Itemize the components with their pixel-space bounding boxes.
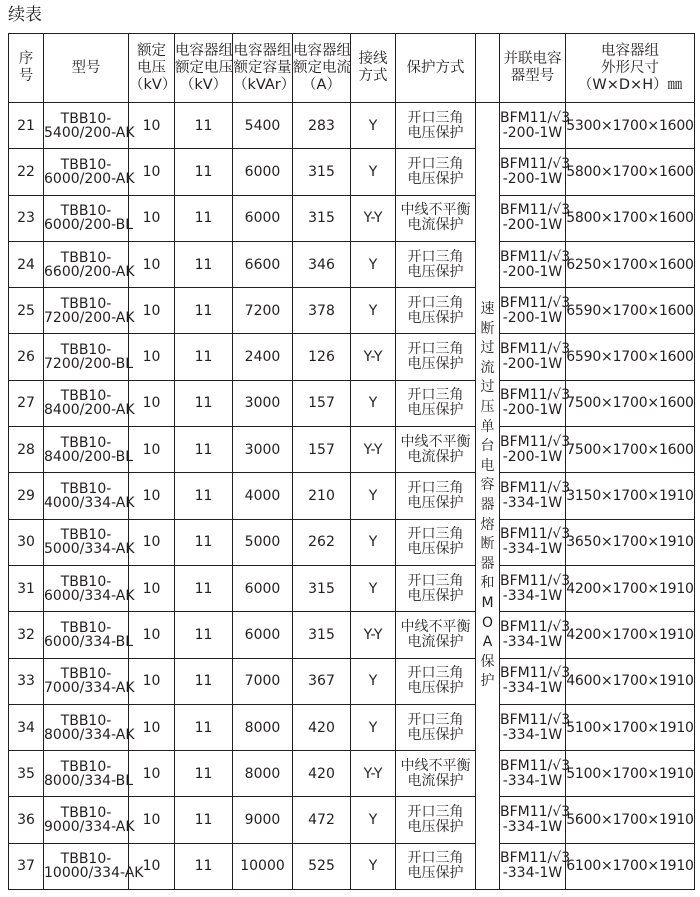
rated-current: 525 [293, 843, 351, 889]
protection-method: 开口三角 电压保护 [396, 565, 476, 611]
rated-current: 315 [293, 565, 351, 611]
capacitor-rated-voltage: 11 [175, 334, 233, 380]
rated-voltage: 10 [129, 149, 175, 195]
dimensions: 3150×1700×1910 [566, 473, 695, 519]
wiring-method: Y-Y [351, 751, 396, 797]
capacitor-model: BFM11/√3 -200-1W [500, 288, 566, 334]
wiring-method: Y [351, 241, 396, 287]
rated-capacity: 3000 [233, 380, 293, 426]
table-row [9, 427, 695, 473]
table-row [9, 195, 695, 241]
capacitor-rated-voltage: 11 [175, 149, 233, 195]
row-number: 35 [9, 751, 44, 797]
wiring-method: Y [351, 704, 396, 750]
row-number: 33 [9, 658, 44, 704]
row-number: 32 [9, 612, 44, 658]
rated-current: 367 [293, 658, 351, 704]
table-row [9, 334, 695, 380]
wiring-method: Y [351, 380, 396, 426]
protection-method: 开口三角 电压保护 [396, 797, 476, 843]
capacitor-rated-voltage: 11 [175, 103, 233, 149]
capacitor-rated-voltage: 11 [175, 612, 233, 658]
rated-capacity: 8000 [233, 704, 293, 750]
capacitor-model: BFM11/√3 -334-1W [500, 658, 566, 704]
rated-current: 315 [293, 149, 351, 195]
rated-voltage: 10 [129, 565, 175, 611]
capacitor-rated-voltage: 11 [175, 658, 233, 704]
row-number: 27 [9, 380, 44, 426]
capacitor-rated-voltage: 11 [175, 565, 233, 611]
row-number: 21 [9, 103, 44, 149]
capacitor-rated-voltage: 11 [175, 843, 233, 889]
capacitor-model: BFM11/√3 -334-1W [500, 612, 566, 658]
rated-voltage: 10 [129, 380, 175, 426]
capacitor-rated-voltage: 11 [175, 473, 233, 519]
wiring-method: Y [351, 149, 396, 195]
protection-method: 开口三角 电压保护 [396, 843, 476, 889]
rated-current: 157 [293, 380, 351, 426]
header-wiring: 接线 方式 [351, 34, 396, 103]
rated-voltage: 10 [129, 612, 175, 658]
rated-current: 420 [293, 704, 351, 750]
capacitor-model: BFM11/√3 -334-1W [500, 565, 566, 611]
rated-current: 420 [293, 751, 351, 797]
row-number: 37 [9, 843, 44, 889]
rated-voltage: 10 [129, 427, 175, 473]
row-number: 28 [9, 427, 44, 473]
rated-voltage: 10 [129, 103, 175, 149]
header-row [9, 34, 695, 103]
model-number: TBB10- 6000/200-AK [44, 149, 129, 195]
header-dimensions: 电容器组 外形尺寸 （W×D×H）㎜ [566, 34, 695, 103]
rated-current: 210 [293, 473, 351, 519]
rated-capacity: 8000 [233, 751, 293, 797]
wiring-method: Y-Y [351, 427, 396, 473]
protection-method: 开口三角 电压保护 [396, 241, 476, 287]
rated-capacity: 5400 [233, 103, 293, 149]
row-number: 26 [9, 334, 44, 380]
protection-method: 开口三角 电压保护 [396, 519, 476, 565]
rated-capacity: 6000 [233, 612, 293, 658]
dimensions: 5100×1700×1910 [566, 704, 695, 750]
rated-capacity: 6000 [233, 195, 293, 241]
rated-capacity: 10000 [233, 843, 293, 889]
wiring-method: Y-Y [351, 334, 396, 380]
rated-current: 315 [293, 195, 351, 241]
capacitor-model: BFM11/√3 -334-1W [500, 704, 566, 750]
dimensions: 6250×1700×1600 [566, 241, 695, 287]
protection-method: 开口三角 电压保护 [396, 380, 476, 426]
capacitor-rated-voltage: 11 [175, 195, 233, 241]
rated-current: 346 [293, 241, 351, 287]
header-fuse-spacer [476, 34, 500, 103]
dimensions: 4200×1700×1910 [566, 565, 695, 611]
table-row [9, 751, 695, 797]
table-row [9, 380, 695, 426]
rated-current: 126 [293, 334, 351, 380]
model-number: TBB10- 6000/334-BL [44, 612, 129, 658]
row-number: 30 [9, 519, 44, 565]
capacitor-rated-voltage: 11 [175, 241, 233, 287]
rated-voltage: 10 [129, 797, 175, 843]
rated-current: 472 [293, 797, 351, 843]
table-row [9, 843, 695, 889]
capacitor-model: BFM11/√3 -200-1W [500, 380, 566, 426]
protection-method: 开口三角 电压保护 [396, 473, 476, 519]
rated-voltage: 10 [129, 751, 175, 797]
capacitor-rated-voltage: 11 [175, 288, 233, 334]
protection-method: 中线不平衡 电流保护 [396, 427, 476, 473]
rated-voltage: 10 [129, 704, 175, 750]
capacitor-model: BFM11/√3 -334-1W [500, 797, 566, 843]
protection-method: 中线不平衡 电流保护 [396, 195, 476, 241]
capacitor-model: BFM11/√3 -334-1W [500, 751, 566, 797]
dimensions: 4600×1700×1910 [566, 658, 695, 704]
capacitor-rated-voltage: 11 [175, 704, 233, 750]
wiring-method: Y [351, 519, 396, 565]
row-number: 29 [9, 473, 44, 519]
protection-method: 开口三角 电压保护 [396, 288, 476, 334]
rated-capacity: 7200 [233, 288, 293, 334]
capacitor-model: BFM11/√3 -334-1W [500, 519, 566, 565]
dimensions: 5100×1700×1910 [566, 751, 695, 797]
protection-method: 开口三角 电压保护 [396, 658, 476, 704]
row-number: 22 [9, 149, 44, 195]
table-row [9, 612, 695, 658]
capacitor-model: BFM11/√3 -334-1W [500, 843, 566, 889]
capacitor-rated-voltage: 11 [175, 519, 233, 565]
model-number: TBB10- 9000/334-AK [44, 797, 129, 843]
dimensions: 5800×1700×1600 [566, 149, 695, 195]
table-row [9, 473, 695, 519]
capacitor-rated-voltage: 11 [175, 427, 233, 473]
table-body [9, 103, 695, 890]
capacitor-model: BFM11/√3 -200-1W [500, 149, 566, 195]
row-number: 25 [9, 288, 44, 334]
table-row [9, 797, 695, 843]
rated-capacity: 2400 [233, 334, 293, 380]
model-number: TBB10- 6000/334-AK [44, 565, 129, 611]
rated-capacity: 4000 [233, 473, 293, 519]
table-row [9, 565, 695, 611]
header-rated-voltage: 额定 电压 （kV） [129, 34, 175, 103]
dimensions: 7500×1700×1600 [566, 380, 695, 426]
capacitor-rated-voltage: 11 [175, 797, 233, 843]
row-number: 24 [9, 241, 44, 287]
rated-voltage: 10 [129, 658, 175, 704]
model-number: TBB10- 7200/200-AK [44, 288, 129, 334]
dimensions: 6590×1700×1600 [566, 334, 695, 380]
header-capacitor-voltage: 电容器组 额定电压 （kV） [175, 34, 233, 103]
capacitor-model: BFM11/√3 -200-1W [500, 103, 566, 149]
rated-voltage: 10 [129, 843, 175, 889]
rated-voltage: 10 [129, 288, 175, 334]
rated-voltage: 10 [129, 473, 175, 519]
model-number: TBB10- 5000/334-AK [44, 519, 129, 565]
rated-current: 262 [293, 519, 351, 565]
rated-voltage: 10 [129, 241, 175, 287]
row-number: 23 [9, 195, 44, 241]
row-number: 31 [9, 565, 44, 611]
dimensions: 4200×1700×1910 [566, 612, 695, 658]
header-capacity: 电容器组 额定容量 （kVAr） [233, 34, 293, 103]
wiring-method: Y [351, 565, 396, 611]
dimensions: 6100×1700×1910 [566, 843, 695, 889]
header-capacitor-model: 并联电容 器型号 [500, 34, 566, 103]
table-row [9, 149, 695, 195]
row-number: 36 [9, 797, 44, 843]
capacitor-model: BFM11/√3 -334-1W [500, 473, 566, 519]
fuse-protection-note: 速断过流过压单台电容器熔断器和MOA保护 [476, 103, 500, 890]
protection-method: 中线不平衡 电流保护 [396, 751, 476, 797]
table-caption: 续表 [8, 5, 42, 25]
rated-capacity: 7000 [233, 658, 293, 704]
protection-method: 开口三角 电压保护 [396, 334, 476, 380]
wiring-method: Y [351, 843, 396, 889]
wiring-method: Y-Y [351, 612, 396, 658]
table-row [9, 704, 695, 750]
wiring-method: Y [351, 103, 396, 149]
model-number: TBB10- 5400/200-AK [44, 103, 129, 149]
model-number: TBB10- 6600/200-AK [44, 241, 129, 287]
dimensions: 5600×1700×1910 [566, 797, 695, 843]
protection-method: 开口三角 电压保护 [396, 704, 476, 750]
capacitor-model: BFM11/√3 -200-1W [500, 241, 566, 287]
rated-current: 283 [293, 103, 351, 149]
wiring-method: Y [351, 288, 396, 334]
model-number: TBB10- 7200/200-BL [44, 334, 129, 380]
rated-current: 378 [293, 288, 351, 334]
capacitor-rated-voltage: 11 [175, 751, 233, 797]
header-current: 电容器组 额定电流 （A） [293, 34, 351, 103]
wiring-method: Y [351, 473, 396, 519]
protection-method: 开口三角 电压保护 [396, 149, 476, 195]
model-number: TBB10- 10000/334-AK [44, 843, 129, 889]
rated-capacity: 6000 [233, 149, 293, 195]
capacitor-model: BFM11/√3 -200-1W [500, 427, 566, 473]
capacitor-spec-table [8, 33, 695, 890]
table-row [9, 658, 695, 704]
model-number: TBB10- 7000/334-AK [44, 658, 129, 704]
capacitor-model: BFM11/√3 -200-1W [500, 334, 566, 380]
model-number: TBB10- 8000/334-AK [44, 704, 129, 750]
protection-method: 中线不平衡 电流保护 [396, 612, 476, 658]
dimensions: 6590×1700×1600 [566, 288, 695, 334]
model-number: TBB10- 8000/334-BL [44, 751, 129, 797]
rated-capacity: 3000 [233, 427, 293, 473]
header-protection: 保护方式 [396, 34, 476, 103]
table-row [9, 288, 695, 334]
header-seq: 序 号 [9, 34, 44, 103]
dimensions: 5800×1700×1600 [566, 195, 695, 241]
wiring-method: Y [351, 797, 396, 843]
wiring-method: Y [351, 658, 396, 704]
row-number: 34 [9, 704, 44, 750]
model-number: TBB10- 8400/200-AK [44, 380, 129, 426]
table-row [9, 241, 695, 287]
table-row [9, 103, 695, 149]
wiring-method: Y-Y [351, 195, 396, 241]
rated-capacity: 6000 [233, 565, 293, 611]
model-number: TBB10- 4000/334-AK [44, 473, 129, 519]
dimensions: 5300×1700×1600 [566, 103, 695, 149]
protection-method: 开口三角 电压保护 [396, 103, 476, 149]
capacitor-rated-voltage: 11 [175, 380, 233, 426]
rated-voltage: 10 [129, 334, 175, 380]
header-model: 型号 [44, 34, 129, 103]
dimensions: 3650×1700×1910 [566, 519, 695, 565]
model-number: TBB10- 8400/200-BL [44, 427, 129, 473]
dimensions: 7500×1700×1600 [566, 427, 695, 473]
rated-current: 315 [293, 612, 351, 658]
model-number: TBB10- 6000/200-BL [44, 195, 129, 241]
rated-voltage: 10 [129, 195, 175, 241]
rated-capacity: 5000 [233, 519, 293, 565]
rated-capacity: 9000 [233, 797, 293, 843]
rated-current: 157 [293, 427, 351, 473]
rated-voltage: 10 [129, 519, 175, 565]
capacitor-model: BFM11/√3 -200-1W [500, 195, 566, 241]
rated-capacity: 6600 [233, 241, 293, 287]
table-row [9, 519, 695, 565]
